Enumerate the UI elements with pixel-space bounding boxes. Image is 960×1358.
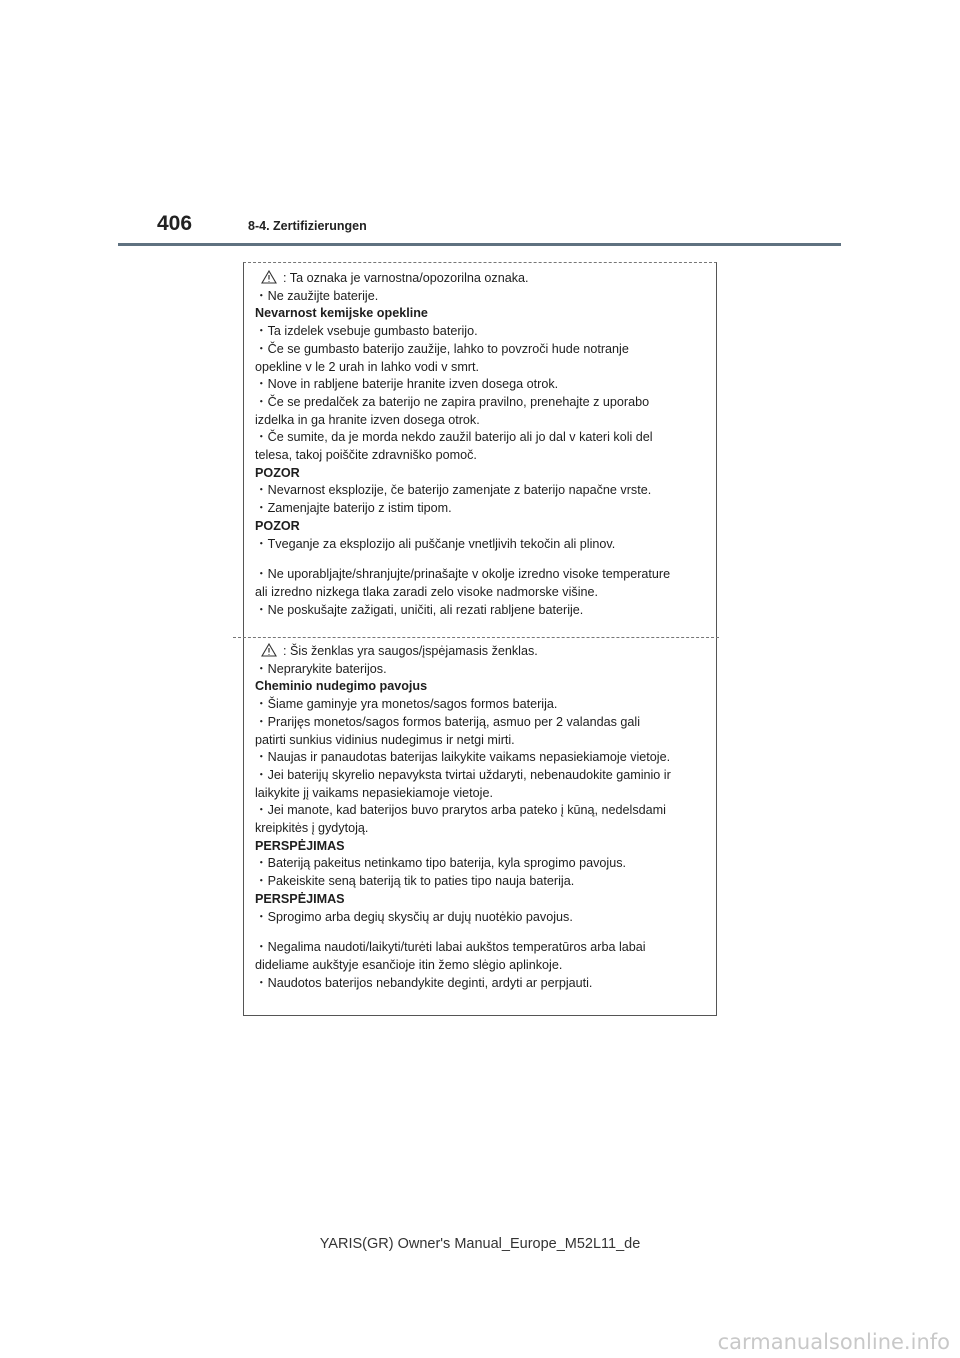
notice-line-text: ・Če se gumbasto baterijo zaužije, lahko to povzroči hude notranje xyxy=(255,341,629,356)
notice-line xyxy=(255,341,710,359)
notice-line-text: ・Če sumite, da je morda nekdo zaužil baterijo ali jo dal v kateri koli del xyxy=(255,430,653,445)
notice-line-text: ・Ne zaužijte baterije. xyxy=(255,288,379,303)
notice-heading xyxy=(255,305,710,323)
notice-line xyxy=(255,661,710,679)
notice-line-text: ・Neprarykite baterijos. xyxy=(255,661,387,676)
notice-line-text: ・Negalima naudoti/laikyti/turėti labai aukštos temperatūros arba labai xyxy=(255,940,646,955)
notice-line xyxy=(255,749,710,767)
notice-line-text: POZOR xyxy=(255,518,300,533)
page-number: 406 xyxy=(157,212,193,235)
notice-line-text: dideliame aukštyje esančioje itin žemo slėgio aplinkoje. xyxy=(255,957,563,972)
notice-line xyxy=(255,909,710,927)
notice-line-text: ・Pakeiskite seną bateriją tik to paties tipo nauja baterija. xyxy=(255,874,575,889)
notice-line-text: ・Prarijęs monetos/sagos formos bateriją, asmuo per 2 valandas gali xyxy=(255,714,640,729)
notice-line-text: ・Bateriją pakeitus netinkamo tipo baterija, kyla sprogimo pavojus. xyxy=(255,856,627,871)
notice-heading xyxy=(255,678,710,696)
notice-line xyxy=(255,288,710,306)
notice-heading xyxy=(255,518,710,536)
notice-line xyxy=(255,376,710,394)
notice-line xyxy=(255,500,710,518)
notice-line-text: patirti sunkius vidinius nudegimus ir netgi mirti. xyxy=(255,732,515,747)
notice-line-text: ・Zamenjajte baterijo z istim tipom. xyxy=(255,501,452,516)
notice-line-text: ali izredno nizkega tlaka zaradi zelo visoke nadmorske višine. xyxy=(255,584,599,599)
notice-line xyxy=(255,412,710,430)
notice-line-text: ・Šiame gaminyje yra monetos/sagos formos baterija. xyxy=(255,697,558,712)
notice-line xyxy=(255,820,710,838)
notice-line-text: Nevarnost kemijske opekline xyxy=(255,306,428,321)
notice-line xyxy=(255,394,710,412)
slovenian-notice xyxy=(255,270,710,619)
notice-line-text: Cheminio nudegimo pavojus xyxy=(255,679,428,694)
notice-line-text: izdelka in ga hranite izven dosega otrok. xyxy=(255,412,480,427)
watermark: carmanualsonline.info xyxy=(717,1330,950,1354)
notice-line-text: ・Naujas ir panaudotas baterijas laikykite vaikams nepasiekiamoje vietoje. xyxy=(255,750,671,765)
notice-line-text: ・Jei manote, kad baterijos buvo prarytos arba pateko į kūną, nedelsdami xyxy=(255,803,666,818)
notice-line xyxy=(255,696,710,714)
notice-line-text: opekline v le 2 urah in lahko vodi v smrt. xyxy=(255,359,480,374)
notice-line xyxy=(255,957,710,975)
notice-line xyxy=(255,714,710,732)
notice-line xyxy=(255,602,710,620)
notice-divider xyxy=(233,637,719,638)
notice-line xyxy=(255,323,710,341)
notice-line xyxy=(255,975,710,993)
notice-line-text: : Ta oznaka je varnostna/opozorilna oznaka. xyxy=(283,271,529,285)
notice-line xyxy=(255,584,710,602)
notice-line xyxy=(255,873,710,891)
notice-line-text: PERSPĖJIMAS xyxy=(255,891,345,906)
notice-line-text: : Šis ženklas yra saugos/įspėjamasis ženklas. xyxy=(283,644,538,658)
notice-line xyxy=(255,447,710,465)
notice-line-text: ・Jei baterijų skyrelio nepavyksta tvirtai uždaryti, nebenaudokite gaminio ir xyxy=(255,767,671,782)
notice-line xyxy=(255,429,710,447)
paragraph-gap xyxy=(255,553,710,566)
notice-line xyxy=(255,643,710,661)
notice-line-text: ・Ne poskušajte zažigati, uničiti, ali rezati rabljene baterije. xyxy=(255,602,584,617)
notice-line-text: laikykite jį vaikams nepasiekiamoje vietoje. xyxy=(255,785,493,800)
notice-line xyxy=(255,566,710,584)
notice-line-text: ・Ne uporabljajte/shranjujte/prinašajte v okolje izredno visoke temperature xyxy=(255,567,671,582)
notice-line xyxy=(255,785,710,803)
notice-line xyxy=(255,767,710,785)
notice-line-text: ・Naudotos baterijos nebandykite deginti, ardyti ar perpjauti. xyxy=(255,975,593,990)
notice-line-text: kreipkitės į gydytoją. xyxy=(255,821,369,836)
notice-line xyxy=(255,732,710,750)
notice-line xyxy=(255,482,710,500)
notice-line xyxy=(255,939,710,957)
warning-triangle-icon xyxy=(261,643,277,657)
notice-line-text: ・Nove in rabljene baterije hranite izven dosega otrok. xyxy=(255,377,559,392)
lithuanian-notice xyxy=(255,643,710,992)
notice-heading xyxy=(255,838,710,856)
notice-line-text: ・Če se predalček za baterijo ne zapira pravilno, prenehajte z uporabo xyxy=(255,394,650,409)
notice-heading xyxy=(255,465,710,483)
notice-heading xyxy=(255,891,710,909)
notice-line xyxy=(255,855,710,873)
notice-line-text: PERSPĖJIMAS xyxy=(255,838,345,853)
notice-line-text: ・Tveganje za eksplozijo ali puščanje vnetljivih tekočin ali plinov. xyxy=(255,536,616,551)
notice-line xyxy=(255,270,710,288)
notice-line xyxy=(255,802,710,820)
notice-line-text: ・Ta izdelek vsebuje gumbasto baterijo. xyxy=(255,324,478,339)
paragraph-gap xyxy=(255,926,710,939)
notice-line-text: POZOR xyxy=(255,465,300,480)
section-title: 8-4. Zertifizierungen xyxy=(248,219,367,233)
warning-triangle-icon xyxy=(261,270,277,284)
header-rule xyxy=(118,243,841,246)
notice-line xyxy=(255,359,710,377)
notice-line-text: telesa, takoj poiščite zdravniško pomoč. xyxy=(255,448,477,463)
notice-line-text: ・Sprogimo arba degių skysčių ar dujų nuotėkio pavojus. xyxy=(255,909,573,924)
manual-footer: YARIS(GR) Owner's Manual_Europe_M52L11_de xyxy=(319,1236,641,1252)
notice-line xyxy=(255,536,710,554)
notice-line-text: ・Nevarnost eksplozije, če baterijo zamenjate z baterijo napačne vrste. xyxy=(255,483,652,498)
